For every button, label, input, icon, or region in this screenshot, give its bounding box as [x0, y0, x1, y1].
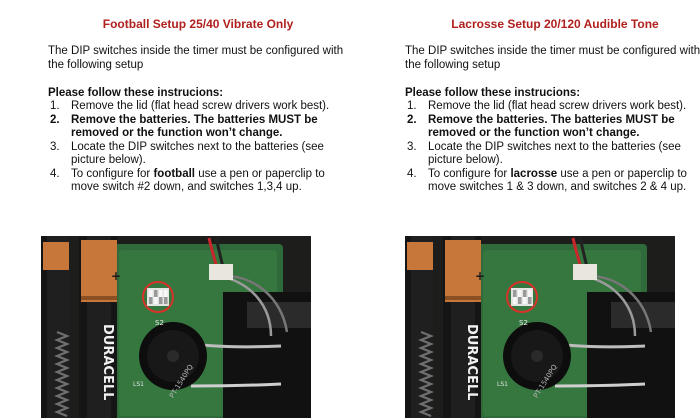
football-steps-heading: Please follow these instrucions:	[48, 87, 224, 99]
dip-switch-toggle	[154, 297, 158, 304]
dip-switch-toggle	[149, 290, 153, 297]
buzzer-model-label: PT-1540PQ	[168, 363, 195, 400]
timer-internals-illustration	[41, 236, 311, 418]
dip-switch-toggle	[528, 290, 532, 297]
step-keyword: lacrosse	[510, 167, 558, 180]
step-text: Locate the DIP switches next to the batteries (see picture below).	[71, 140, 324, 166]
step-number: 3.	[407, 140, 417, 153]
step-text-pre: To configure for	[428, 167, 511, 180]
s2-label: S2	[519, 319, 528, 327]
step-keyword: football	[153, 167, 195, 180]
step-number: 2.	[407, 113, 417, 126]
ls1-label: LS1	[497, 381, 508, 388]
step-text-post: use a pen or paperclip to move switches 1 & 3 down, and switches 2 & 4 up.	[428, 167, 687, 193]
step-item	[48, 168, 348, 195]
battery-right	[79, 236, 121, 418]
battery-right	[443, 236, 485, 418]
step-item	[405, 168, 700, 195]
step-item	[405, 114, 700, 141]
step-text: Remove the lid (flat head screw drivers work best).	[428, 100, 687, 112]
step-text: Locate the DIP switches next to the batteries (see picture below).	[428, 140, 681, 166]
step-text-pre: To configure for	[71, 167, 154, 180]
step-item	[48, 114, 348, 141]
dip-switch-toggle	[523, 297, 527, 304]
s2-label: S2	[155, 319, 164, 327]
step-number: 2.	[50, 113, 60, 126]
battery-brand-label: DURACELL	[100, 324, 115, 401]
dip-switch-toggle	[513, 297, 517, 304]
step-item	[48, 141, 348, 168]
battery-plus-label: +	[475, 269, 486, 283]
lacrosse-section	[405, 0, 700, 195]
step-number: 4.	[407, 167, 417, 180]
dip-switch-toggle	[159, 290, 163, 297]
football-steps-list	[48, 100, 348, 195]
step-number: 1.	[407, 100, 417, 112]
wire-connector	[209, 264, 233, 280]
lacrosse-title: Lacrosse Setup 20/120 Audible Tone	[451, 17, 659, 31]
buzzer-model-label: PT-1540PQ	[532, 363, 559, 400]
step-number: 1.	[50, 100, 60, 112]
battery-brand-label: DURACELL	[464, 324, 479, 401]
football-photo	[41, 236, 311, 418]
step-text-post: use a pen or paperclip to move switch #2 down, and switches 1,3,4 up.	[71, 167, 325, 193]
timer-internals-illustration	[405, 236, 675, 418]
step-text: Remove the batteries. The batteries MUST be removed or the function won’t change.	[428, 113, 675, 139]
step-item	[405, 100, 700, 114]
lacrosse-steps-heading: Please follow these instrucions:	[405, 87, 581, 99]
lacrosse-steps-list	[405, 100, 700, 195]
battery-plus-label: +	[111, 269, 122, 283]
lacrosse-photo	[405, 236, 675, 418]
dip-switch-toggle	[164, 290, 168, 297]
dip-switch-toggle	[518, 290, 522, 297]
football-intro: The DIP switches inside the timer must be configured with the following setup	[48, 45, 344, 71]
step-item	[405, 141, 700, 168]
lacrosse-intro: The DIP switches inside the timer must be configured with the following setup	[405, 45, 700, 71]
wire-connector	[573, 264, 597, 280]
football-title: Football Setup 25/40 Vibrate Only	[102, 17, 294, 31]
ls1-label: LS1	[133, 381, 144, 388]
step-number: 3.	[50, 140, 60, 153]
step-text: Remove the batteries. The batteries MUST be removed or the function won’t change.	[71, 113, 318, 139]
step-text: Remove the lid (flat head screw drivers work best).	[71, 100, 330, 112]
step-item	[48, 100, 348, 114]
step-number: 4.	[50, 167, 60, 180]
football-section	[48, 0, 348, 195]
